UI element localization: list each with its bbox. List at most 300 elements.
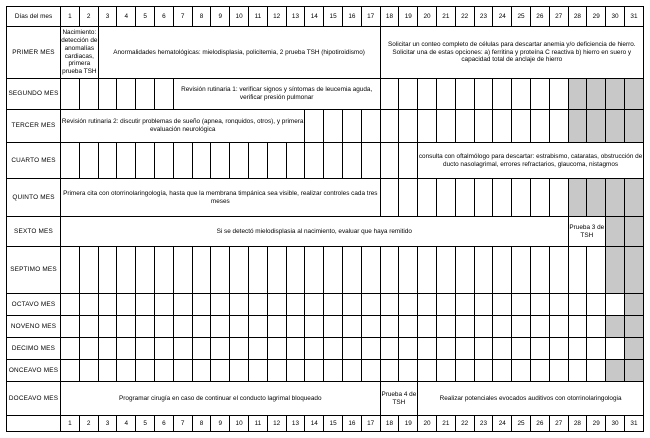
cell-octavo-d20 (418, 294, 437, 316)
note-segundo-mes-1: Revisión rutinaria 1: verificar signos y síntomas de leucemia aguda, verificar presión pulmonar (173, 79, 380, 110)
footer-corner-cell (7, 416, 61, 432)
cell-segundo-d28 (568, 79, 587, 110)
cell-decimo-d8 (192, 338, 211, 360)
cell-segundo-d18 (380, 79, 399, 110)
row-label-doceavo-mes: DOCEAVO MES (7, 382, 61, 416)
cell-septimo-d30 (606, 247, 625, 294)
cell-cuarto-d19 (399, 143, 418, 179)
cell-decimo-d6 (155, 338, 174, 360)
footer-day-27: 27 (549, 416, 568, 432)
cell-decimo-d31 (624, 338, 643, 360)
cell-septimo-d25 (512, 247, 531, 294)
cell-septimo-d7 (173, 247, 192, 294)
cell-onceavo-d28 (568, 360, 587, 382)
cell-octavo-d16 (342, 294, 361, 316)
footer-day-11: 11 (248, 416, 267, 432)
row-label-noveno-mes: NOVENO MES (7, 316, 61, 338)
cell-noveno-d5 (136, 316, 155, 338)
cell-octavo-d24 (493, 294, 512, 316)
cell-segundo-d6 (155, 79, 174, 110)
cell-octavo-d21 (436, 294, 455, 316)
cell-onceavo-d31 (624, 360, 643, 382)
cell-segundo-d27 (549, 79, 568, 110)
cell-decimo-d24 (493, 338, 512, 360)
cell-septimo-d13 (286, 247, 305, 294)
cell-septimo-d3 (98, 247, 117, 294)
header-day-15: 15 (324, 7, 343, 27)
cell-onceavo-d30 (606, 360, 625, 382)
cell-decimo-d29 (587, 338, 606, 360)
cell-tercer-d19 (399, 110, 418, 143)
cell-cuarto-d5 (136, 143, 155, 179)
cell-octavo-d12 (267, 294, 286, 316)
cell-decimo-d23 (474, 338, 493, 360)
cell-cuarto-d16 (342, 143, 361, 179)
cell-decimo-d25 (512, 338, 531, 360)
cell-segundo-d25 (512, 79, 531, 110)
table-row-doceavo-mes (7, 382, 644, 416)
row-label-primer-mes: PRIMER MES (7, 27, 61, 79)
cell-septimo-d5 (136, 247, 155, 294)
header-day-14: 14 (305, 7, 324, 27)
cell-septimo-d29 (587, 247, 606, 294)
table-row-segundo-mes (7, 79, 644, 110)
cell-quinto-d28 (568, 179, 587, 217)
cell-segundo-d29 (587, 79, 606, 110)
cell-octavo-d22 (455, 294, 474, 316)
cell-noveno-d1 (61, 316, 80, 338)
cell-quinto-d23 (474, 179, 493, 217)
cell-sexto-d30 (606, 217, 625, 247)
cell-cuarto-d13 (286, 143, 305, 179)
cell-octavo-d8 (192, 294, 211, 316)
cell-decimo-d1 (61, 338, 80, 360)
cell-octavo-d1 (61, 294, 80, 316)
footer-day-17: 17 (361, 416, 380, 432)
header-day-6: 6 (155, 7, 174, 27)
cell-decimo-d7 (173, 338, 192, 360)
footer-day-25: 25 (512, 416, 531, 432)
cell-tercer-d17 (361, 110, 380, 143)
cell-septimo-d16 (342, 247, 361, 294)
cell-onceavo-d23 (474, 360, 493, 382)
footer-day-3: 3 (98, 416, 117, 432)
row-label-quinto-mes: QUINTO MES (7, 179, 61, 217)
cell-decimo-d18 (380, 338, 399, 360)
cell-septimo-d8 (192, 247, 211, 294)
cell-septimo-d26 (530, 247, 549, 294)
cell-tercer-d28 (568, 110, 587, 143)
header-day-8: 8 (192, 7, 211, 27)
footer-day-28: 28 (568, 416, 587, 432)
cell-septimo-d24 (493, 247, 512, 294)
cell-noveno-d20 (418, 316, 437, 338)
cell-cuarto-d11 (248, 143, 267, 179)
cell-septimo-d1 (61, 247, 80, 294)
cell-noveno-d9 (211, 316, 230, 338)
header-day-2: 2 (79, 7, 98, 27)
note-sexto-mes-2: Prueba 3 de TSH (568, 217, 606, 247)
cell-octavo-d15 (324, 294, 343, 316)
cell-cuarto-d4 (117, 143, 136, 179)
cell-septimo-d18 (380, 247, 399, 294)
cell-decimo-d3 (98, 338, 117, 360)
cell-octavo-d10 (230, 294, 249, 316)
header-day-21: 21 (436, 7, 455, 27)
cell-noveno-d25 (512, 316, 531, 338)
cell-septimo-d19 (399, 247, 418, 294)
cell-noveno-d8 (192, 316, 211, 338)
milestones-table (6, 6, 644, 432)
cell-noveno-d18 (380, 316, 399, 338)
cell-octavo-d4 (117, 294, 136, 316)
cell-cuarto-d3 (98, 143, 117, 179)
note-doceavo-mes-1: Programar cirugía en caso de continuar el conducto lagrimal bloqueado (61, 382, 381, 416)
cell-octavo-d25 (512, 294, 531, 316)
footer-day-24: 24 (493, 416, 512, 432)
table-row-septimo-mes (7, 247, 644, 294)
cell-noveno-d31 (624, 316, 643, 338)
cell-cuarto-d15 (324, 143, 343, 179)
footer-day-16: 16 (342, 416, 361, 432)
cell-decimo-d22 (455, 338, 474, 360)
cell-onceavo-d29 (587, 360, 606, 382)
footer-day-18: 18 (380, 416, 399, 432)
cell-onceavo-d25 (512, 360, 531, 382)
cell-onceavo-d22 (455, 360, 474, 382)
cell-tercer-d14 (305, 110, 324, 143)
cell-decimo-d14 (305, 338, 324, 360)
cell-septimo-d15 (324, 247, 343, 294)
header-day-19: 19 (399, 7, 418, 27)
row-label-onceavo-mes: ONCEAVO MES (7, 360, 61, 382)
cell-septimo-d22 (455, 247, 474, 294)
cell-noveno-d19 (399, 316, 418, 338)
header-day-10: 10 (230, 7, 249, 27)
footer-day-14: 14 (305, 416, 324, 432)
row-label-octavo-mes: OCTAVO MES (7, 294, 61, 316)
cell-octavo-d2 (79, 294, 98, 316)
cell-tercer-d22 (455, 110, 474, 143)
note-doceavo-mes-2: Prueba 4 de TSH (380, 382, 418, 416)
cell-octavo-d11 (248, 294, 267, 316)
footer-day-26: 26 (530, 416, 549, 432)
table-row-primer-mes (7, 27, 644, 79)
cell-noveno-d22 (455, 316, 474, 338)
cell-decimo-d9 (211, 338, 230, 360)
cell-noveno-d13 (286, 316, 305, 338)
cell-segundo-d4 (117, 79, 136, 110)
cell-onceavo-d16 (342, 360, 361, 382)
cell-octavo-d17 (361, 294, 380, 316)
cell-quinto-d19 (399, 179, 418, 217)
cell-quinto-d18 (380, 179, 399, 217)
cell-onceavo-d13 (286, 360, 305, 382)
header-day-13: 13 (286, 7, 305, 27)
header-day-9: 9 (211, 7, 230, 27)
table-row-cuarto-mes (7, 143, 644, 179)
cell-noveno-d28 (568, 316, 587, 338)
cell-septimo-d23 (474, 247, 493, 294)
cell-onceavo-d14 (305, 360, 324, 382)
cell-octavo-d19 (399, 294, 418, 316)
footer-day-7: 7 (173, 416, 192, 432)
cell-onceavo-d2 (79, 360, 98, 382)
note-primer-mes-3: Solicitar un conteo completo de células para descartar anemia y/o deficiencia de hierro. Solicitar una de estas opciones: a) ferritina y proteína C reactiva b) hierro en suero y capacidad total de anclaje de hierro (380, 27, 643, 79)
cell-decimo-d10 (230, 338, 249, 360)
cell-tercer-d16 (342, 110, 361, 143)
cell-septimo-d12 (267, 247, 286, 294)
cell-onceavo-d12 (267, 360, 286, 382)
cell-noveno-d27 (549, 316, 568, 338)
cell-octavo-d3 (98, 294, 117, 316)
cell-segundo-d23 (474, 79, 493, 110)
footer-day-2: 2 (79, 416, 98, 432)
cell-noveno-d23 (474, 316, 493, 338)
table-footer-row (7, 416, 644, 432)
cell-septimo-d28 (568, 247, 587, 294)
cell-tercer-d23 (474, 110, 493, 143)
cell-cuarto-d8 (192, 143, 211, 179)
cell-decimo-d30 (606, 338, 625, 360)
cell-onceavo-d9 (211, 360, 230, 382)
cell-cuarto-d9 (211, 143, 230, 179)
cell-septimo-d2 (79, 247, 98, 294)
cell-tercer-d26 (530, 110, 549, 143)
footer-day-22: 22 (455, 416, 474, 432)
header-day-31: 31 (624, 7, 643, 27)
cell-decimo-d20 (418, 338, 437, 360)
row-label-cuarto-mes: CUARTO MES (7, 143, 61, 179)
footer-day-10: 10 (230, 416, 249, 432)
footer-day-23: 23 (474, 416, 493, 432)
cell-noveno-d6 (155, 316, 174, 338)
header-day-4: 4 (117, 7, 136, 27)
cell-cuarto-d1 (61, 143, 80, 179)
header-day-28: 28 (568, 7, 587, 27)
cell-tercer-d30 (606, 110, 625, 143)
cell-noveno-d17 (361, 316, 380, 338)
cell-segundo-d19 (399, 79, 418, 110)
cell-octavo-d27 (549, 294, 568, 316)
cell-cuarto-d10 (230, 143, 249, 179)
cell-quinto-d26 (530, 179, 549, 217)
cell-decimo-d16 (342, 338, 361, 360)
cell-octavo-d30 (606, 294, 625, 316)
cell-quinto-d30 (606, 179, 625, 217)
header-day-12: 12 (267, 7, 286, 27)
note-doceavo-mes-3: Realizar potenciales evocados auditivos con otorrinolaringologia (418, 382, 644, 416)
header-day-27: 27 (549, 7, 568, 27)
note-primer-mes-1: Nacimiento: detección de anomalías cardiacas, primera prueba TSH (61, 27, 99, 79)
cell-onceavo-d18 (380, 360, 399, 382)
cell-onceavo-d6 (155, 360, 174, 382)
row-label-sexto-mes: SEXTO MES (7, 217, 61, 247)
row-label-segundo-mes: SEGUNDO MES (7, 79, 61, 110)
cell-onceavo-d3 (98, 360, 117, 382)
cell-decimo-d19 (399, 338, 418, 360)
cell-segundo-d20 (418, 79, 437, 110)
cell-decimo-d12 (267, 338, 286, 360)
cell-cuarto-d14 (305, 143, 324, 179)
cell-onceavo-d20 (418, 360, 437, 382)
cell-noveno-d14 (305, 316, 324, 338)
table-row-quinto-mes (7, 179, 644, 217)
table-header-row (7, 7, 644, 27)
cell-noveno-d2 (79, 316, 98, 338)
cell-decimo-d11 (248, 338, 267, 360)
header-day-20: 20 (418, 7, 437, 27)
table-row-noveno-mes (7, 316, 644, 338)
cell-quinto-d21 (436, 179, 455, 217)
cell-tercer-d27 (549, 110, 568, 143)
cell-noveno-d21 (436, 316, 455, 338)
footer-day-13: 13 (286, 416, 305, 432)
cell-noveno-d26 (530, 316, 549, 338)
header-day-16: 16 (342, 7, 361, 27)
cell-tercer-d21 (436, 110, 455, 143)
cell-noveno-d12 (267, 316, 286, 338)
note-quinto-mes-1: Primera cita con otorrinolaringología, hasta que la membrana timpánica sea visible, realizar controles cada tres meses (61, 179, 381, 217)
cell-septimo-d4 (117, 247, 136, 294)
cell-segundo-d24 (493, 79, 512, 110)
cell-noveno-d3 (98, 316, 117, 338)
cell-cuarto-d2 (79, 143, 98, 179)
cell-decimo-d13 (286, 338, 305, 360)
cell-cuarto-d17 (361, 143, 380, 179)
footer-day-15: 15 (324, 416, 343, 432)
cell-cuarto-d12 (267, 143, 286, 179)
cell-quinto-d24 (493, 179, 512, 217)
cell-octavo-d13 (286, 294, 305, 316)
note-primer-mes-2: Anormalidades hematológicas: mielodisplasia, policitemia, 2 prueba TSH (hipotiroidismo) (98, 27, 380, 79)
cell-segundo-d26 (530, 79, 549, 110)
cell-septimo-d27 (549, 247, 568, 294)
cell-octavo-d14 (305, 294, 324, 316)
cell-onceavo-d17 (361, 360, 380, 382)
note-tercer-mes-1: Revisión rutinaria 2: discutir problemas de sueño (apnea, ronquidos, otros), y primera evaluación neurológica (61, 110, 305, 143)
cell-octavo-d7 (173, 294, 192, 316)
cell-tercer-d29 (587, 110, 606, 143)
cell-tercer-d25 (512, 110, 531, 143)
footer-day-19: 19 (399, 416, 418, 432)
cell-decimo-d4 (117, 338, 136, 360)
table-row-octavo-mes (7, 294, 644, 316)
cell-octavo-d26 (530, 294, 549, 316)
cell-noveno-d29 (587, 316, 606, 338)
cell-quinto-d31 (624, 179, 643, 217)
cell-septimo-d9 (211, 247, 230, 294)
cell-octavo-d28 (568, 294, 587, 316)
table-row-sexto-mes (7, 217, 644, 247)
cell-decimo-d27 (549, 338, 568, 360)
cell-tercer-d24 (493, 110, 512, 143)
cell-segundo-d3 (98, 79, 117, 110)
cell-cuarto-d18 (380, 143, 399, 179)
footer-day-5: 5 (136, 416, 155, 432)
cell-septimo-d14 (305, 247, 324, 294)
cell-quinto-d20 (418, 179, 437, 217)
footer-day-20: 20 (418, 416, 437, 432)
cell-octavo-d29 (587, 294, 606, 316)
cell-noveno-d4 (117, 316, 136, 338)
cell-octavo-d6 (155, 294, 174, 316)
cell-decimo-d26 (530, 338, 549, 360)
cell-segundo-d30 (606, 79, 625, 110)
cell-octavo-d23 (474, 294, 493, 316)
footer-day-1: 1 (61, 416, 80, 432)
cell-segundo-d2 (79, 79, 98, 110)
row-label-tercer-mes: TERCER MES (7, 110, 61, 143)
footer-day-12: 12 (267, 416, 286, 432)
header-corner-label: Días del mes (7, 7, 61, 27)
note-cuarto-mes-1: consulta con oftalmólogo para descartar: estrabismo, cataratas, obstrucción de ducto nasolagrimal, errores refractarios, glaucoma, nistagmos (418, 143, 644, 179)
cell-onceavo-d27 (549, 360, 568, 382)
cell-noveno-d24 (493, 316, 512, 338)
cell-decimo-d5 (136, 338, 155, 360)
header-day-25: 25 (512, 7, 531, 27)
cell-decimo-d2 (79, 338, 98, 360)
cell-septimo-d21 (436, 247, 455, 294)
cell-onceavo-d24 (493, 360, 512, 382)
footer-day-9: 9 (211, 416, 230, 432)
cell-onceavo-d19 (399, 360, 418, 382)
header-day-18: 18 (380, 7, 399, 27)
cell-septimo-d31 (624, 247, 643, 294)
cell-onceavo-d21 (436, 360, 455, 382)
cell-decimo-d28 (568, 338, 587, 360)
header-day-7: 7 (173, 7, 192, 27)
cell-onceavo-d11 (248, 360, 267, 382)
cell-onceavo-d8 (192, 360, 211, 382)
header-day-29: 29 (587, 7, 606, 27)
cell-onceavo-d4 (117, 360, 136, 382)
table-row-decimo-mes (7, 338, 644, 360)
cell-segundo-d1 (61, 79, 80, 110)
cell-noveno-d10 (230, 316, 249, 338)
header-day-5: 5 (136, 7, 155, 27)
cell-tercer-d15 (324, 110, 343, 143)
cell-septimo-d6 (155, 247, 174, 294)
header-day-17: 17 (361, 7, 380, 27)
cell-septimo-d20 (418, 247, 437, 294)
header-day-26: 26 (530, 7, 549, 27)
cell-segundo-d31 (624, 79, 643, 110)
footer-day-31: 31 (624, 416, 643, 432)
cell-septimo-d17 (361, 247, 380, 294)
cell-segundo-d21 (436, 79, 455, 110)
cell-octavo-d9 (211, 294, 230, 316)
row-label-septimo-mes: SEPTIMO MES (7, 247, 61, 294)
cell-onceavo-d7 (173, 360, 192, 382)
cell-tercer-d20 (418, 110, 437, 143)
header-day-22: 22 (455, 7, 474, 27)
footer-day-29: 29 (587, 416, 606, 432)
cell-tercer-d31 (624, 110, 643, 143)
cell-cuarto-d7 (173, 143, 192, 179)
cell-onceavo-d5 (136, 360, 155, 382)
note-sexto-mes-1: Si se detectó mielodisplasia al nacimiento, evaluar que haya remitido (61, 217, 569, 247)
row-label-decimo-mes: DECIMO MES (7, 338, 61, 360)
cell-decimo-d17 (361, 338, 380, 360)
cell-tercer-d18 (380, 110, 399, 143)
cell-quinto-d25 (512, 179, 531, 217)
cell-onceavo-d1 (61, 360, 80, 382)
footer-day-30: 30 (606, 416, 625, 432)
cell-sexto-d31 (624, 217, 643, 247)
header-day-1: 1 (61, 7, 80, 27)
cell-noveno-d30 (606, 316, 625, 338)
